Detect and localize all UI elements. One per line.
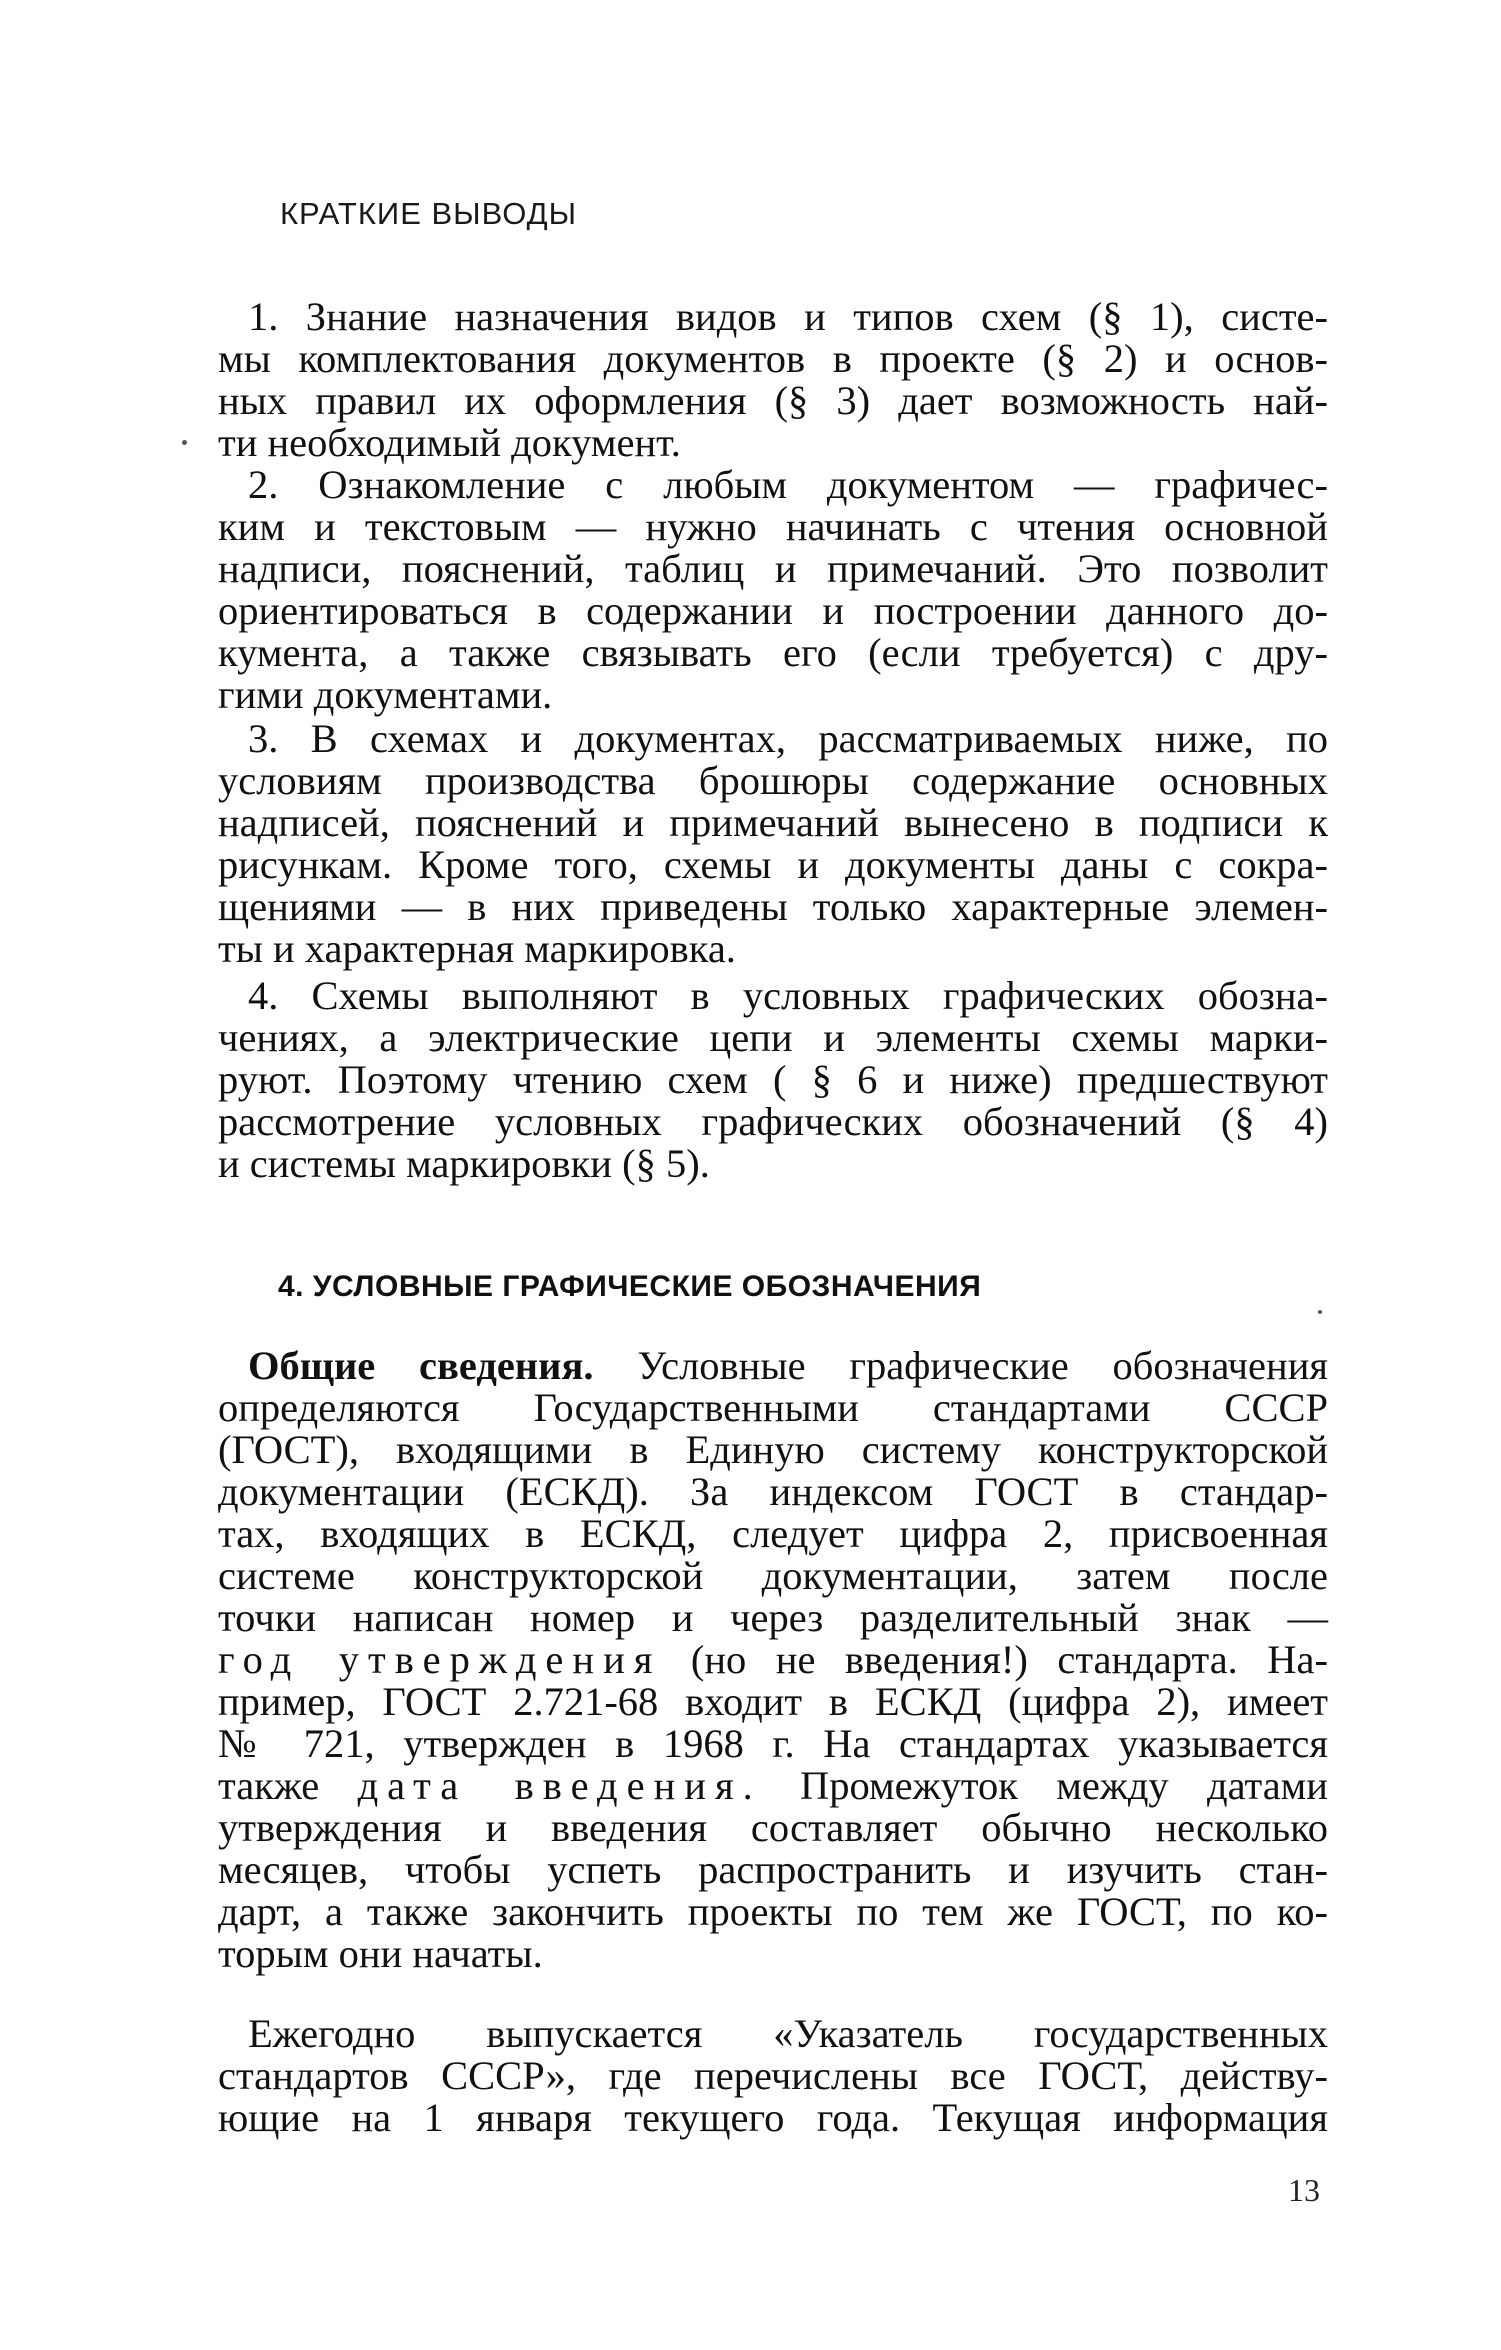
text-line: 3. В схемах и документах, рассматриваемых ниже, по [248,716,1328,761]
text-line: утверждения и введения составляет обычно несколько [218,1805,1328,1850]
text-line: надписей, пояснений и примечаний вынесено в подписи к [218,800,1328,845]
text-line: дарт, а также закончить проекты по тем же ГОСТ, по ко- [218,1889,1328,1934]
text-line: пример, ГОСТ 2.721-68 входит в ЕСКД (цифра 2), имеет [218,1679,1328,1724]
summary-paragraph-1 [218,296,1328,464]
text-line: 4. Схемы выполняют в условных графических обозна- [248,973,1328,1018]
text-line: документации (ЕСКД). За индексом ГОСТ в стандар- [218,1469,1328,1514]
text-fragment: Условные графические обозначения [593,1343,1328,1388]
text-line: № 721, утвержден в 1968 г. На стандартах указывается [218,1721,1328,1766]
text-line: тах, входящих в ЕСКД, следует цифра 2, присвоенная [218,1511,1328,1556]
text-line [218,1765,1328,1807]
text-line: и системы маркировки (§ 5). [218,1141,710,1186]
text-line: рассмотрение условных графических обозначений (§ 4) [218,1099,1328,1144]
text-line: надписи, пояснений, таблиц и примечаний. Это позволит [218,546,1328,591]
text-fragment: (но не введения!) стандарта. На- [661,1637,1328,1682]
text-line: ти необходимый документ. [218,420,681,465]
summary-paragraph-2 [218,464,1328,716]
text-line: щениями — в них приведены только характерные элемен- [218,884,1328,929]
text-line: системе конструкторской документации, затем после [218,1553,1328,1598]
summary-paragraph-4 [218,975,1328,1185]
text-line: ориентироваться в содержании и построении данного до- [218,588,1328,633]
spaced-emphasis: год утверждения [218,1637,662,1682]
text-line: ким и текстовым — нужно начинать с чтения основной [218,504,1328,549]
text-line: гими документами. [218,672,553,717]
text-fragment: также [218,1763,358,1808]
section-title: 4. УСЛОВНЫЕ ГРАФИЧЕСКИЕ ОБОЗНАЧЕНИЯ [278,1270,982,1303]
page-number: 13 [1288,2172,1320,2208]
text-line: определяются Государственными стандартами СССР [218,1385,1328,1430]
text-line: рисункам. Кроме того, схемы и документы даны с сокра- [218,842,1328,887]
text-line: ты и характерная маркировка. [218,926,736,971]
text-line: мы комплектования документов в проекте (§ 2) и основ- [218,336,1328,381]
spaced-emphasis: дата введения. [357,1763,762,1808]
text-line [218,1639,1328,1681]
summary-paragraph-3 [218,718,1328,970]
text-line: чениях, а электрические цепи и элементы схемы марки- [218,1015,1328,1060]
print-speck [1318,1310,1322,1314]
text-line: руют. Поэтому чтению схем ( § 6 и ниже) предшествуют [218,1057,1328,1102]
text-line: Ежегодно выпускается «Указатель государственных [248,2011,1328,2056]
text-line: (ГОСТ), входящими в Единую систему конструкторской [218,1427,1328,1472]
text-line: месяцев, чтобы успеть распространить и изучить стан- [218,1847,1328,1892]
text-line: ных правил их оформления (§ 3) дает возможность най- [218,378,1328,423]
text-line: условиям производства брошюры содержание основных [218,758,1328,803]
text-line: стандартов СССР», где перечислены все ГОСТ, действу- [218,2053,1328,2098]
text-line: точки написан номер и через разделительный знак — [218,1595,1328,1640]
text-line: торым они начаты. [218,1931,543,1976]
text-line: ющие на 1 января текущего года. Текущая информация [218,2095,1328,2140]
print-speck [182,440,187,445]
text-line: 2. Ознакомление с любым документом — графичес- [248,462,1328,507]
text-line: 1. Знание назначения видов и типов схем (§ 1), систе- [248,294,1328,339]
general-info-paragraph [218,1345,1328,1975]
text-fragment: Промежуток между датами [761,1763,1328,1808]
summary-heading: КРАТКИЕ ВЫВОДЫ [280,196,578,231]
text-line [218,1345,1328,1387]
annual-index-paragraph [218,2013,1328,2139]
general-info-lead: Общие сведения. [248,1343,594,1388]
text-line: кумента, а также связывать его (если требуется) с дру- [218,630,1328,675]
